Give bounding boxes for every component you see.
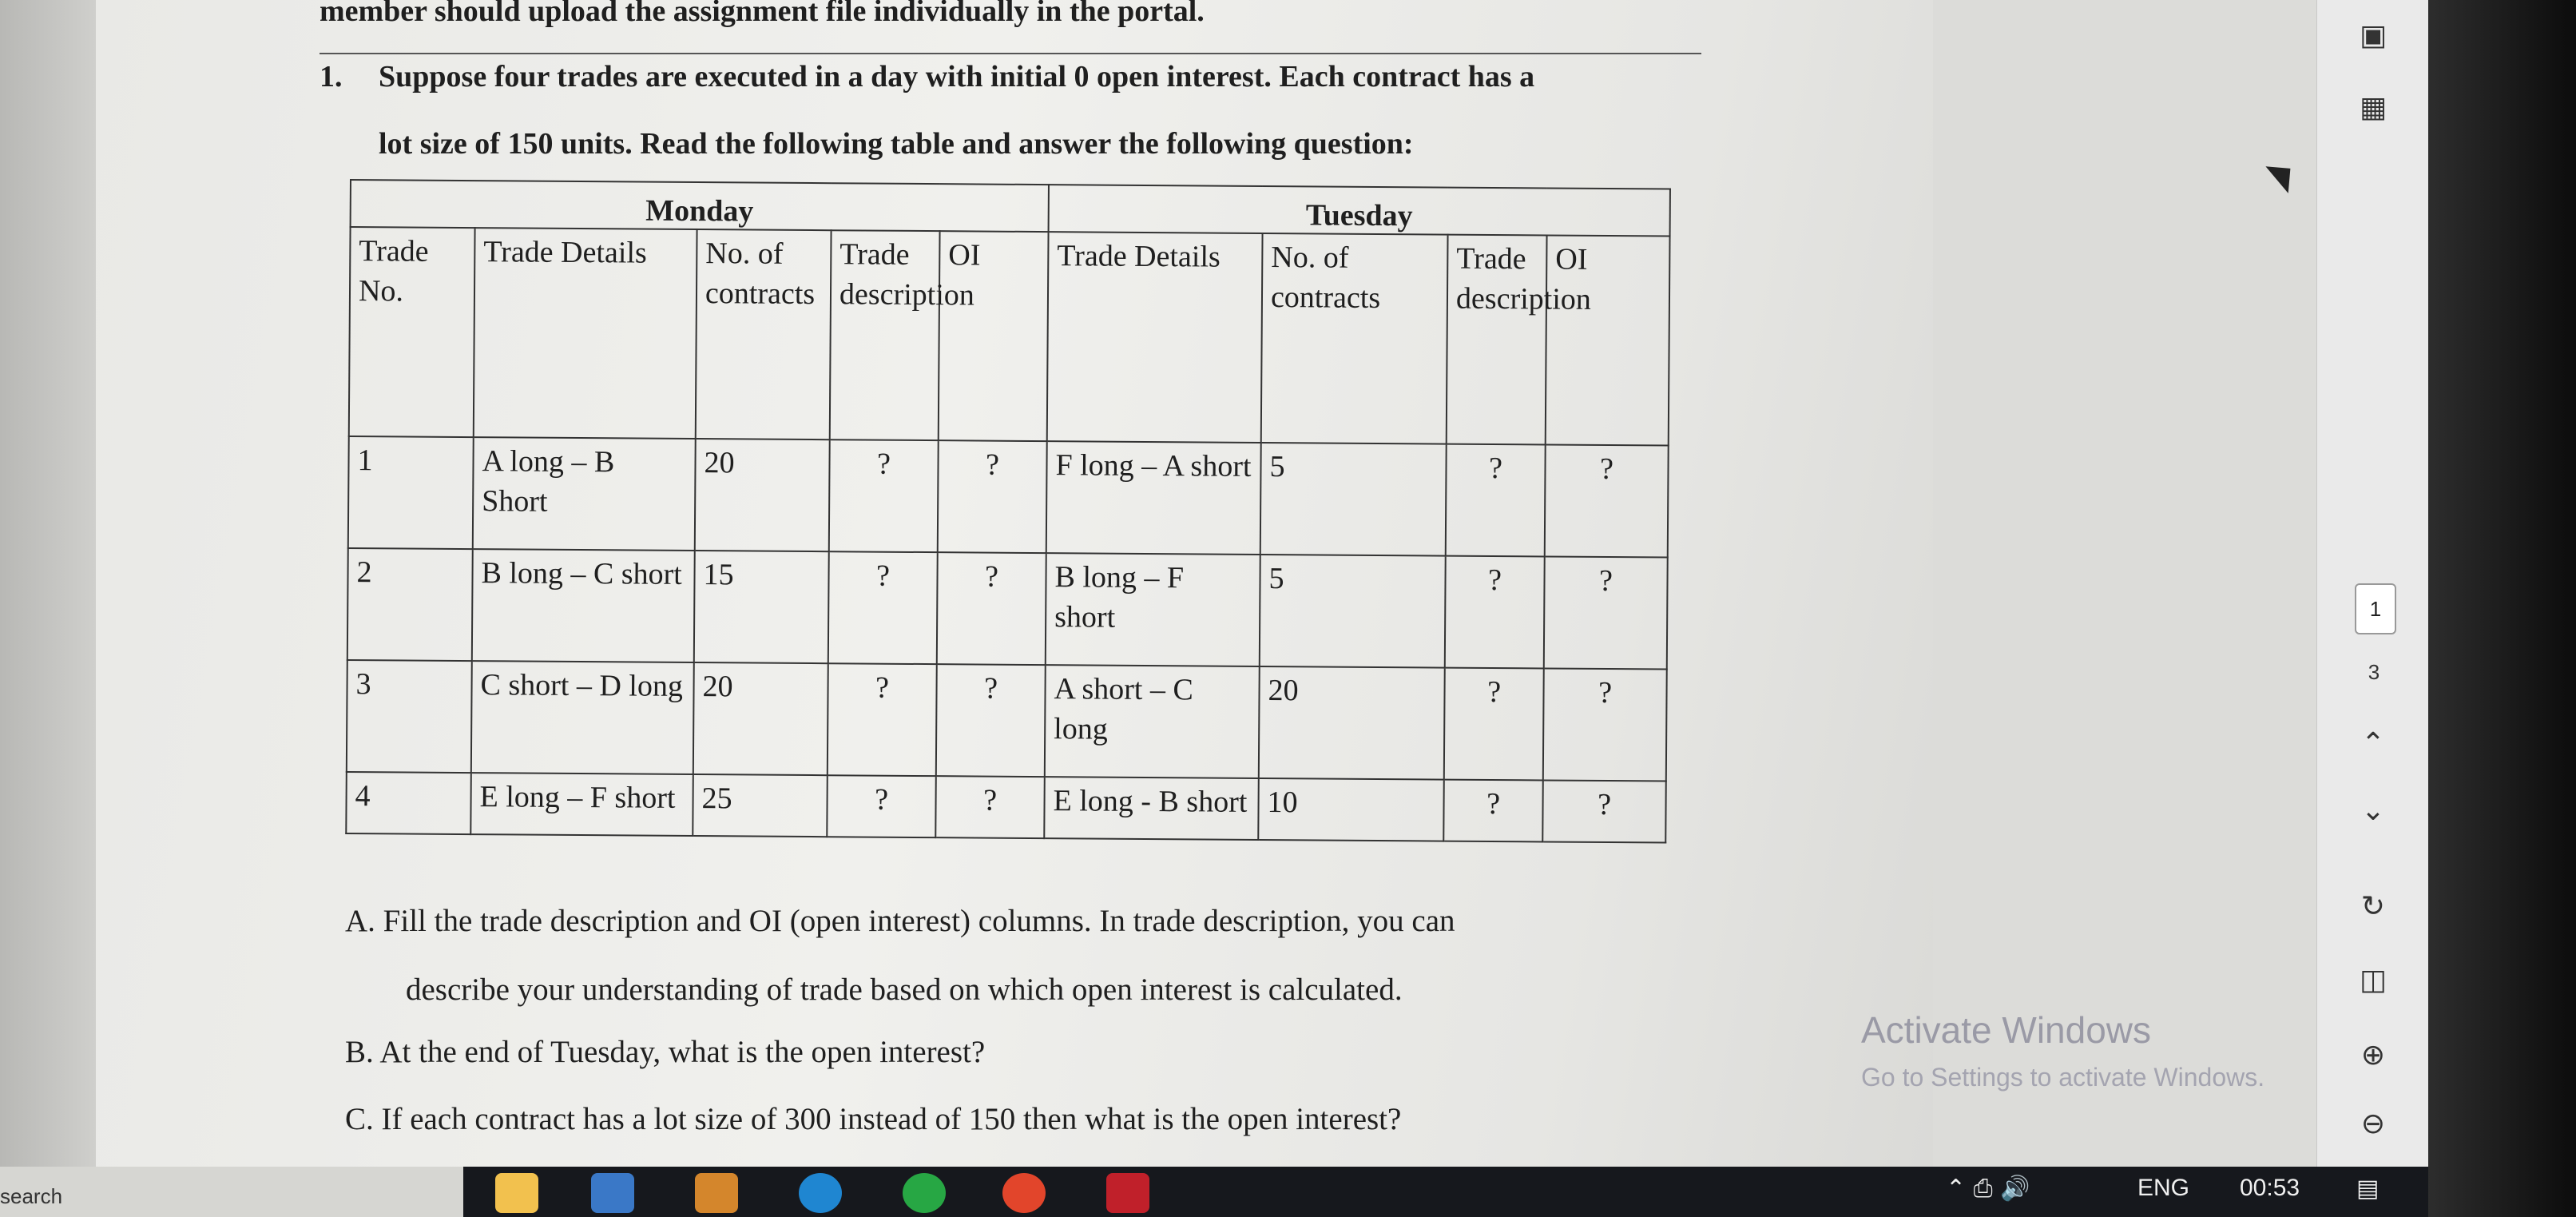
instruction-line: member should upload the assignment file individually in the portal.: [320, 0, 1205, 28]
mon-contracts: 20: [695, 439, 830, 551]
header-tue-description: Trade description: [1447, 234, 1547, 444]
zoom-in-icon[interactable]: ⊕: [2360, 1038, 2386, 1072]
mon-description: ?: [828, 551, 938, 664]
screen-bezel: [2428, 0, 2576, 1217]
day-monday: Monday: [351, 180, 1049, 232]
question-number: 1.: [320, 60, 343, 93]
mon-trade-details: C short – D long: [471, 661, 694, 774]
tue-contracts: 5: [1260, 555, 1446, 668]
tue-trade-details: B long – F short: [1046, 553, 1260, 666]
sub-question-a-line2: describe your understanding of trade based on which open interest is calculated.: [406, 972, 1403, 1007]
trades-table: [345, 179, 1671, 844]
tue-description: ?: [1443, 780, 1543, 841]
page-up-icon[interactable]: ⌃: [2360, 726, 2386, 760]
tue-description: ?: [1446, 443, 1546, 556]
page-down-icon[interactable]: ⌄: [2360, 793, 2386, 827]
sub-question-c: C. If each contract has a lot size of 300 instead of 150 then what is the open interest?: [345, 1102, 1402, 1136]
system-tray-icons[interactable]: ⌃ ⎙ 🔊: [1946, 1175, 2030, 1203]
thumbnails-grid-icon[interactable]: ▦: [2359, 90, 2387, 124]
header-tue-contracts: No. of contracts: [1261, 233, 1448, 444]
mon-trade-details: B long – C short: [472, 549, 695, 662]
activate-windows-subtitle: Go to Settings to activate Windows.: [1861, 1063, 2265, 1092]
trade-no: 1: [348, 436, 474, 549]
notifications-icon[interactable]: ▤: [2356, 1175, 2380, 1203]
mon-contracts: 15: [694, 551, 829, 663]
bookmark-list-icon[interactable]: ▣: [2359, 18, 2387, 52]
tue-contracts: 10: [1258, 778, 1444, 841]
header-mon-description: Trade description: [830, 230, 940, 440]
mail-icon[interactable]: [591, 1173, 634, 1213]
header-mon-contracts: No. of contracts: [696, 229, 832, 439]
left-background: [0, 0, 96, 1167]
mon-trade-details: A long – B Short: [473, 437, 696, 551]
trade-no: 4: [346, 772, 471, 834]
activate-windows-title: Activate Windows: [1861, 1009, 2152, 1051]
pdf-reader-icon[interactable]: [1106, 1173, 1149, 1213]
question-text-line1: Suppose four trades are executed in a day with initial 0 open interest. Each contract has a: [379, 60, 1535, 93]
mon-trade-details: E long – F short: [470, 774, 693, 836]
mon-contracts: 25: [693, 774, 828, 837]
mon-contracts: 20: [693, 662, 828, 775]
sub-question-b: B. At the end of Tuesday, what is the open interest?: [345, 1035, 986, 1069]
tue-trade-details: A short – C long: [1045, 665, 1260, 778]
trade-no: 2: [347, 548, 473, 661]
trade-no: 3: [347, 660, 472, 773]
header-tue-details: Trade Details: [1047, 232, 1263, 443]
fit-page-icon[interactable]: ◫: [2359, 963, 2387, 996]
tue-description: ?: [1445, 556, 1545, 669]
sub-question-a-line1: A. Fill the trade description and OI (open interest) columns. In trade description, you can: [345, 904, 1455, 938]
mon-description: ?: [827, 776, 936, 837]
file-explorer-icon[interactable]: [495, 1173, 538, 1213]
edge-browser-icon[interactable]: [799, 1173, 842, 1213]
header-mon-details: Trade Details: [474, 228, 697, 439]
tue-oi: ?: [1543, 669, 1667, 782]
mon-oi: ?: [936, 664, 1046, 777]
chrome-icon[interactable]: [903, 1173, 946, 1213]
zoom-out-icon[interactable]: ⊖: [2360, 1107, 2386, 1140]
taskbar-search-area[interactable]: [0, 1167, 463, 1217]
tue-contracts: 5: [1260, 443, 1447, 556]
photos-icon[interactable]: [695, 1173, 738, 1213]
header-tue-oi: OI: [1546, 235, 1670, 445]
taskbar-search-text: search: [0, 1184, 63, 1208]
tue-trade-details: F long – A short: [1046, 441, 1261, 555]
mon-oi: ?: [937, 552, 1046, 665]
table-row: [346, 772, 1666, 842]
app-icon[interactable]: [1002, 1173, 1046, 1213]
header-trade-no: Trade No.: [349, 227, 475, 437]
tue-oi: ?: [1542, 781, 1666, 843]
tue-description: ?: [1444, 668, 1544, 781]
mon-oi: ?: [935, 777, 1045, 838]
current-page-field[interactable]: 1: [2355, 583, 2396, 634]
tue-oi: ?: [1545, 444, 1669, 557]
question-text-line2: lot size of 150 units. Read the following table and answer the following question:: [379, 127, 1414, 161]
mon-description: ?: [829, 439, 939, 552]
total-pages: 3: [2368, 660, 2380, 684]
header-mon-oi: OI: [939, 231, 1049, 441]
clock[interactable]: 00:53: [2240, 1175, 2300, 1201]
column-header-row: [349, 227, 1670, 446]
language-indicator[interactable]: ENG: [2137, 1175, 2190, 1201]
table-row: [348, 436, 1669, 558]
rotate-icon[interactable]: ↻: [2360, 889, 2386, 923]
taskbar: [0, 1167, 2428, 1217]
tue-oi: ?: [1544, 556, 1668, 669]
table-row: [347, 660, 1667, 782]
tue-contracts: 20: [1259, 666, 1445, 780]
day-tuesday: Tuesday: [1049, 185, 1670, 236]
mon-description: ?: [828, 663, 937, 776]
mon-oi: ?: [938, 440, 1047, 553]
tue-trade-details: E long - B short: [1044, 778, 1259, 840]
table-row: [347, 548, 1668, 670]
